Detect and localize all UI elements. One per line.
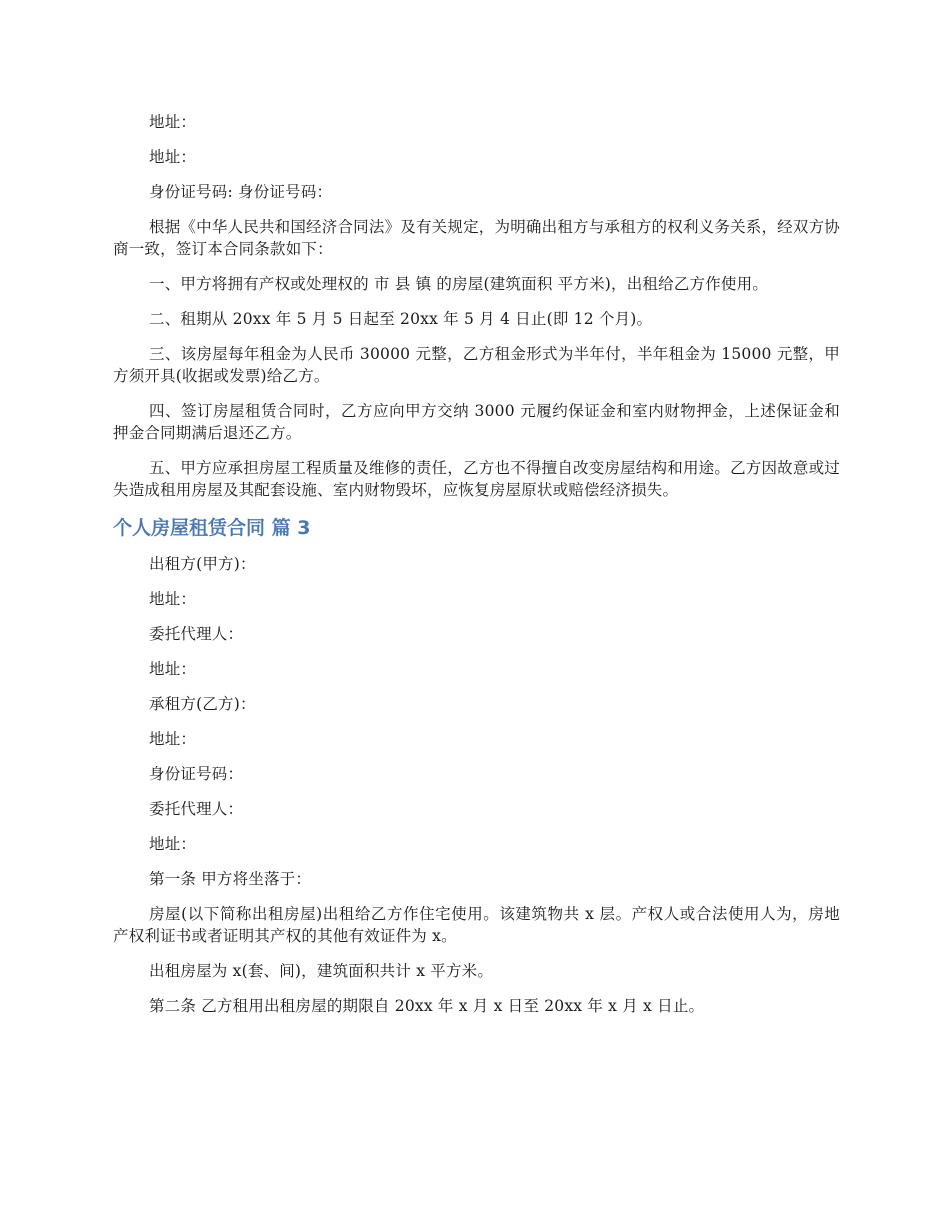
lessee-line: 承租方(乙方)： [149, 695, 256, 713]
address-line: 地址： [149, 113, 197, 131]
id-number-line: 身份证号码: 身份证号码： [149, 183, 333, 201]
clause-5: 五、甲方应承担房屋工程质量及维修的责任，乙方也不得擅自改变房屋结构和用途。乙方因故意或过失造成租用房屋及其配套设施、室内财物毁坏，应恢复房屋原状或赔偿经济损失。 [113, 459, 840, 499]
address-line: 地址： [149, 148, 197, 166]
clause-3: 三、该房屋每年租金为人民币 30000 元整，乙方租金形式为半年付，半年租金为 15000 元整，甲方须开具(收据或发票)给乙方。 [113, 345, 840, 385]
address-line: 地址： [149, 835, 197, 853]
agent-line: 委托代理人： [149, 625, 244, 643]
document-page [113, 111, 840, 1030]
premises-area: 出租房屋为 x(套、间)，建筑面积共计 x 平方米。 [149, 962, 494, 980]
clause-4: 四、签订房屋租赁合同时，乙方应向甲方交纳 3000 元履约保证金和室内财物押金，上述保证金和押金合同期满后退还乙方。 [113, 402, 840, 442]
address-line: 地址： [149, 590, 197, 608]
section-heading: 个人房屋租赁合同 篇 3 [113, 517, 311, 539]
agent-line: 委托代理人： [149, 800, 244, 818]
premises-description: 房屋(以下简称出租房屋)出租给乙方作住宅使用。该建筑物共 x 层。产权人或合法使用人为，房地产权利证书或者证明其产权的其他有效证件为 x。 [113, 905, 840, 945]
preamble-paragraph: 根据《中华人民共和国经济合同法》及有关规定，为明确出租方与承租方的权利义务关系，经双方协商一致，签订本合同条款如下： [113, 218, 840, 258]
lessor-line: 出租方(甲方)： [149, 555, 256, 573]
address-line: 地址： [149, 660, 197, 678]
clause-2: 二、租期从 20xx 年 5 月 5 日起至 20xx 年 5 月 4 日止(即 12 个月)。 [149, 310, 653, 328]
id-number-line: 身份证号码： [149, 765, 244, 783]
address-line: 地址： [149, 730, 197, 748]
article-1: 第一条 甲方将坐落于： [149, 870, 312, 888]
clause-1: 一、甲方将拥有产权或处理权的 市 县 镇 的房屋(建筑面积 平方米)，出租给乙方作使用。 [149, 275, 769, 293]
article-2: 第二条 乙方租用出租房屋的期限自 20xx 年 x 月 x 日至 20xx 年 x 月 x 日止。 [149, 997, 705, 1015]
